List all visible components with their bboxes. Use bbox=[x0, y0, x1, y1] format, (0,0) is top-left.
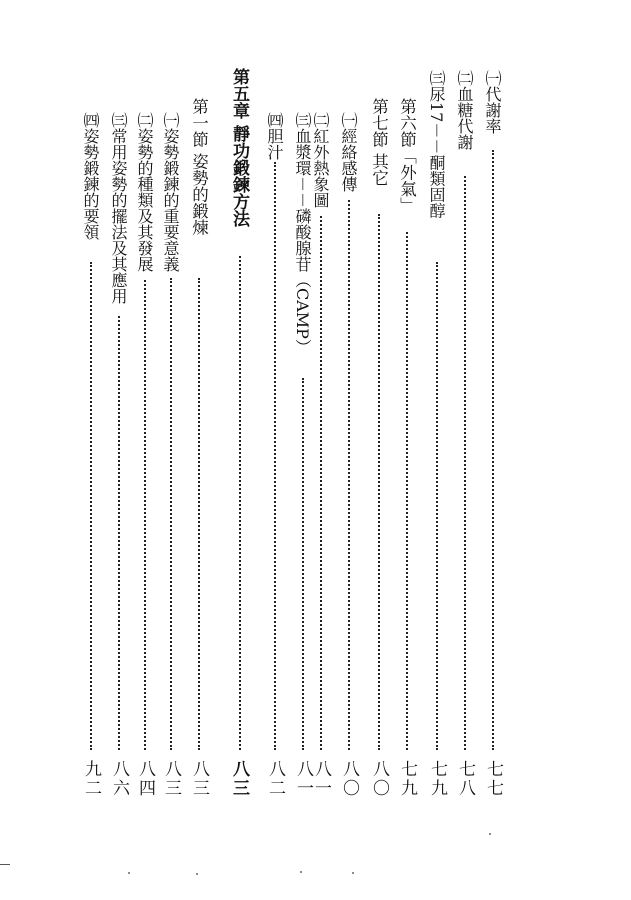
toc-entry-page: 八一 bbox=[293, 760, 313, 798]
dot-leader bbox=[144, 280, 146, 750]
scan-speck bbox=[128, 872, 130, 874]
toc-entry-label: ㈠經絡感傳 bbox=[339, 112, 358, 192]
scan-speck bbox=[352, 872, 354, 874]
toc-entry-label: ㈣姿勢鍛鍊的要領 bbox=[81, 112, 100, 240]
scan-speck bbox=[300, 871, 302, 873]
toc-entry-label: ㈠姿勢鍛鍊的重要意義 bbox=[161, 112, 180, 272]
toc-entry-label: ㈡紅外熱象圖 bbox=[311, 112, 330, 208]
toc-section-label: 第七節 其它 bbox=[369, 98, 389, 186]
toc-section-label: 第一節 姿勢的鍛煉 bbox=[189, 98, 209, 236]
dot-leader bbox=[198, 278, 200, 750]
toc-entry-page: 七九 bbox=[397, 760, 417, 798]
toc-entry-label: ㈡血糖代謝 bbox=[455, 70, 474, 150]
dot-leader bbox=[348, 200, 350, 750]
toc-entry-page: 八〇 bbox=[339, 760, 359, 798]
toc-entry-label: ㈢常用姿勢的擺法及其應用 bbox=[109, 112, 128, 304]
toc-entry-page: 八三 bbox=[229, 760, 249, 798]
toc-section-label: 第六節「外氣」 bbox=[397, 98, 417, 214]
toc-entry-label: ㈠代謝率 bbox=[483, 70, 502, 134]
toc-entry-label: ㈡姿勢的種類及其發展 bbox=[135, 112, 154, 272]
toc-entry-label: ㈢血漿環－－磷酸腺苷（CAMP） bbox=[293, 112, 312, 355]
scan-speck bbox=[196, 873, 198, 875]
toc-entry-page: 九二 bbox=[81, 760, 101, 798]
toc-entry-page: 七七 bbox=[483, 760, 503, 798]
toc-entry-page: 八〇 bbox=[369, 760, 389, 798]
toc-entry-page: 八一 bbox=[311, 760, 331, 798]
toc-entry-page: 八三 bbox=[189, 760, 209, 798]
dot-leader bbox=[274, 162, 276, 750]
dot-leader bbox=[464, 176, 466, 750]
dot-leader bbox=[492, 150, 494, 750]
toc-entry-label: ㈣胆汁 bbox=[265, 112, 284, 160]
toc-entry-page: 八六 bbox=[109, 760, 129, 798]
toc-entry-page: 八二 bbox=[265, 760, 285, 798]
dot-leader bbox=[90, 262, 92, 750]
toc-entry-page: 七九 bbox=[427, 760, 447, 798]
toc-entry-page: 八四 bbox=[135, 760, 155, 798]
dot-leader bbox=[436, 262, 438, 750]
toc-chapter-label: 第五章 靜功鍛鍊方法 bbox=[229, 68, 249, 227]
dot-leader bbox=[239, 256, 241, 750]
dot-leader bbox=[406, 232, 408, 750]
dot-leader bbox=[378, 214, 380, 750]
scan-edge-mark bbox=[0, 858, 10, 865]
toc-entry-page: 七八 bbox=[455, 760, 475, 798]
scan-speck bbox=[489, 833, 491, 835]
dot-leader bbox=[320, 216, 322, 750]
dot-leader bbox=[170, 278, 172, 750]
dot-leader bbox=[118, 316, 120, 750]
dot-leader bbox=[302, 378, 304, 750]
toc-entry-page: 八三 bbox=[161, 760, 181, 798]
toc-entry-label: ㈢尿17－－酮類固醇 bbox=[427, 70, 446, 219]
